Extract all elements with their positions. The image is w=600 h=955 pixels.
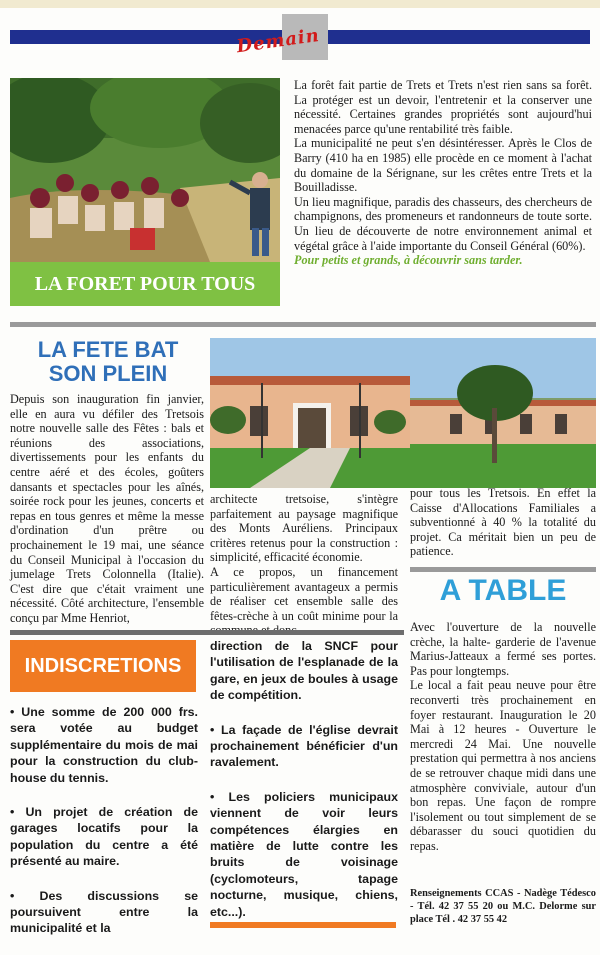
indiscretion-item: • Une somme de 200 000 frs. sera votée au budget supplémentaire du mois de mai pour la construction du club-house du tennis. <box>10 705 198 785</box>
indiscretion-item: • Les policiers municipaux viennent de voir leurs compétences élargies en matière de lutte contre les bruits de voisinage (cyclomoteurs, tapage nocturne, musique, chiens, etc...). <box>210 789 398 919</box>
fete-title-line: SON PLEIN <box>48 361 168 386</box>
indiscretions-column-1 <box>10 704 198 955</box>
forest-paragraph: La municipalité ne peut s'en désintéresser. Après le Clos de Barry (410 ha en 1985) elle procède en ce moment à l'achat du domaine de la Sérignane, sur les crêtes entre Trets et la Bouilladisse. <box>294 136 592 195</box>
table-paragraph: Avec l'ouverture de la nouvelle crèche, la halte- garderie de l'avenue Marius-Jatteaux a fermé ses portes. Pas pour longtemps. <box>410 620 596 678</box>
indiscretion-item: • Des discussions se poursuivent entre la municipalité et la <box>10 888 198 936</box>
forest-article <box>294 78 592 268</box>
table-title: A TABLE <box>439 574 567 607</box>
section-divider <box>10 630 404 635</box>
fete-title-line: LA FETE BAT <box>37 337 179 362</box>
section-divider <box>410 567 596 572</box>
indiscretions-title: INDISCRETIONS <box>24 654 182 677</box>
indiscretion-item: direction de la SNCF pour l'utilisation de l'esplanade de la gare, en jeux de boules à usage de compétition. <box>210 639 398 703</box>
salle-des-fetes-photo <box>210 338 596 488</box>
forest-slogan: Pour petits et grands, à découvrir sans tarder. <box>294 253 523 268</box>
table-contact: Renseignements CCAS - Nadège Tédesco - Tél. 42 37 55 20 ou M.C. Delorme sur place Tél . 42 37 55 42 <box>410 888 596 925</box>
forest-title-box <box>10 262 280 306</box>
forest-photo <box>10 78 280 262</box>
forest-title: LA FORET POUR TOUS <box>34 272 256 295</box>
indiscretions-title-box <box>10 640 196 692</box>
table-article <box>410 620 596 854</box>
forest-paragraph: La forêt fait partie de Trets et Trets n'est rien sans sa forêt. La protéger est un devoir, l'entretenir et la conserver une nécessité. Certaines grandes propriétés sont aujourd'hui menacées parce qu'une rentabilité très faible. <box>294 78 592 136</box>
forest-paragraph: Un lieu magnifique, paradis des chasseurs, des chercheurs de champignons, des promeneurs et randonneurs de toute sorte. Un lieu de découverte de notre environnement animal et végétal grâce à l'aide importante du Conseil Général (60%). <box>294 194 592 253</box>
indiscretion-item: • La façade de l'église devrait prochainement bénéficier d'un ravalement. <box>210 722 398 770</box>
top-band <box>0 0 600 8</box>
fete-paragraph: architecte tretsoise, s'intègre parfaitement au paysage magnifique des Monts Auréliens. Principaux critères retenus pour la construction : simplicité, efficacité économie. <box>210 492 398 565</box>
fete-paragraph: A ce propos, un financement particulièrement avantageux a permis de réaliser cet ensemble salle des fêtes-crèche à un coût minime pour la <box>210 564 398 623</box>
indiscretions-column-2 <box>210 638 398 938</box>
header-script-title: Demain <box>235 24 322 58</box>
fete-column-1: Depuis son inauguration fin janvier, elle en aura vu défiler des Tretsois notre nouvelle salle des Fêtes : bals et réunions des associations, divertissements pour les enfants du centre aéré et des écoles, goûters dansants et spectacles pour les aînés, soirée rock pour les jeunes, concerts et repas en tous genres et même la messe d'ordination d'un prêtre ou prochainement le 19 mai, une séance du Conseil Municipal à l'occasion du jumelage Trets Colonnella (Italie). C'est dire que c'était vraiment une nécessité. Côté architecture, l'ensemble conçu par Mme Henriot, <box>10 392 204 625</box>
section-divider <box>10 322 596 327</box>
table-paragraph: Le local a fait peau neuve pour être reconverti très prochainement en foyer restaurant. Inauguration le 20 Mai à 12 heures - Ouverture le mercredi 24 Mai. Une nouvelle prestation qui permettra à nos anciens de se retrouver chaque midi dans une atmosphère conviviale, autour d'un bon repas. Une façon de rompre l'isolement ou tout simplement de se débarasser du souci quotidien du repas. <box>410 678 596 853</box>
fete-title <box>10 338 206 386</box>
fete-column-3: pour tous les Tretsois. En effet la Caisse d'Allocations Familiales a subventionné à 40 % la totalité du projet. Ca méritait bien un peu de patience. <box>410 486 596 559</box>
indiscretion-item: • Un projet de création de garages locatifs pour la population du centre a été présenté au maire. <box>10 805 198 869</box>
orange-footer-bar <box>210 922 396 928</box>
fete-column-2 <box>210 492 398 638</box>
